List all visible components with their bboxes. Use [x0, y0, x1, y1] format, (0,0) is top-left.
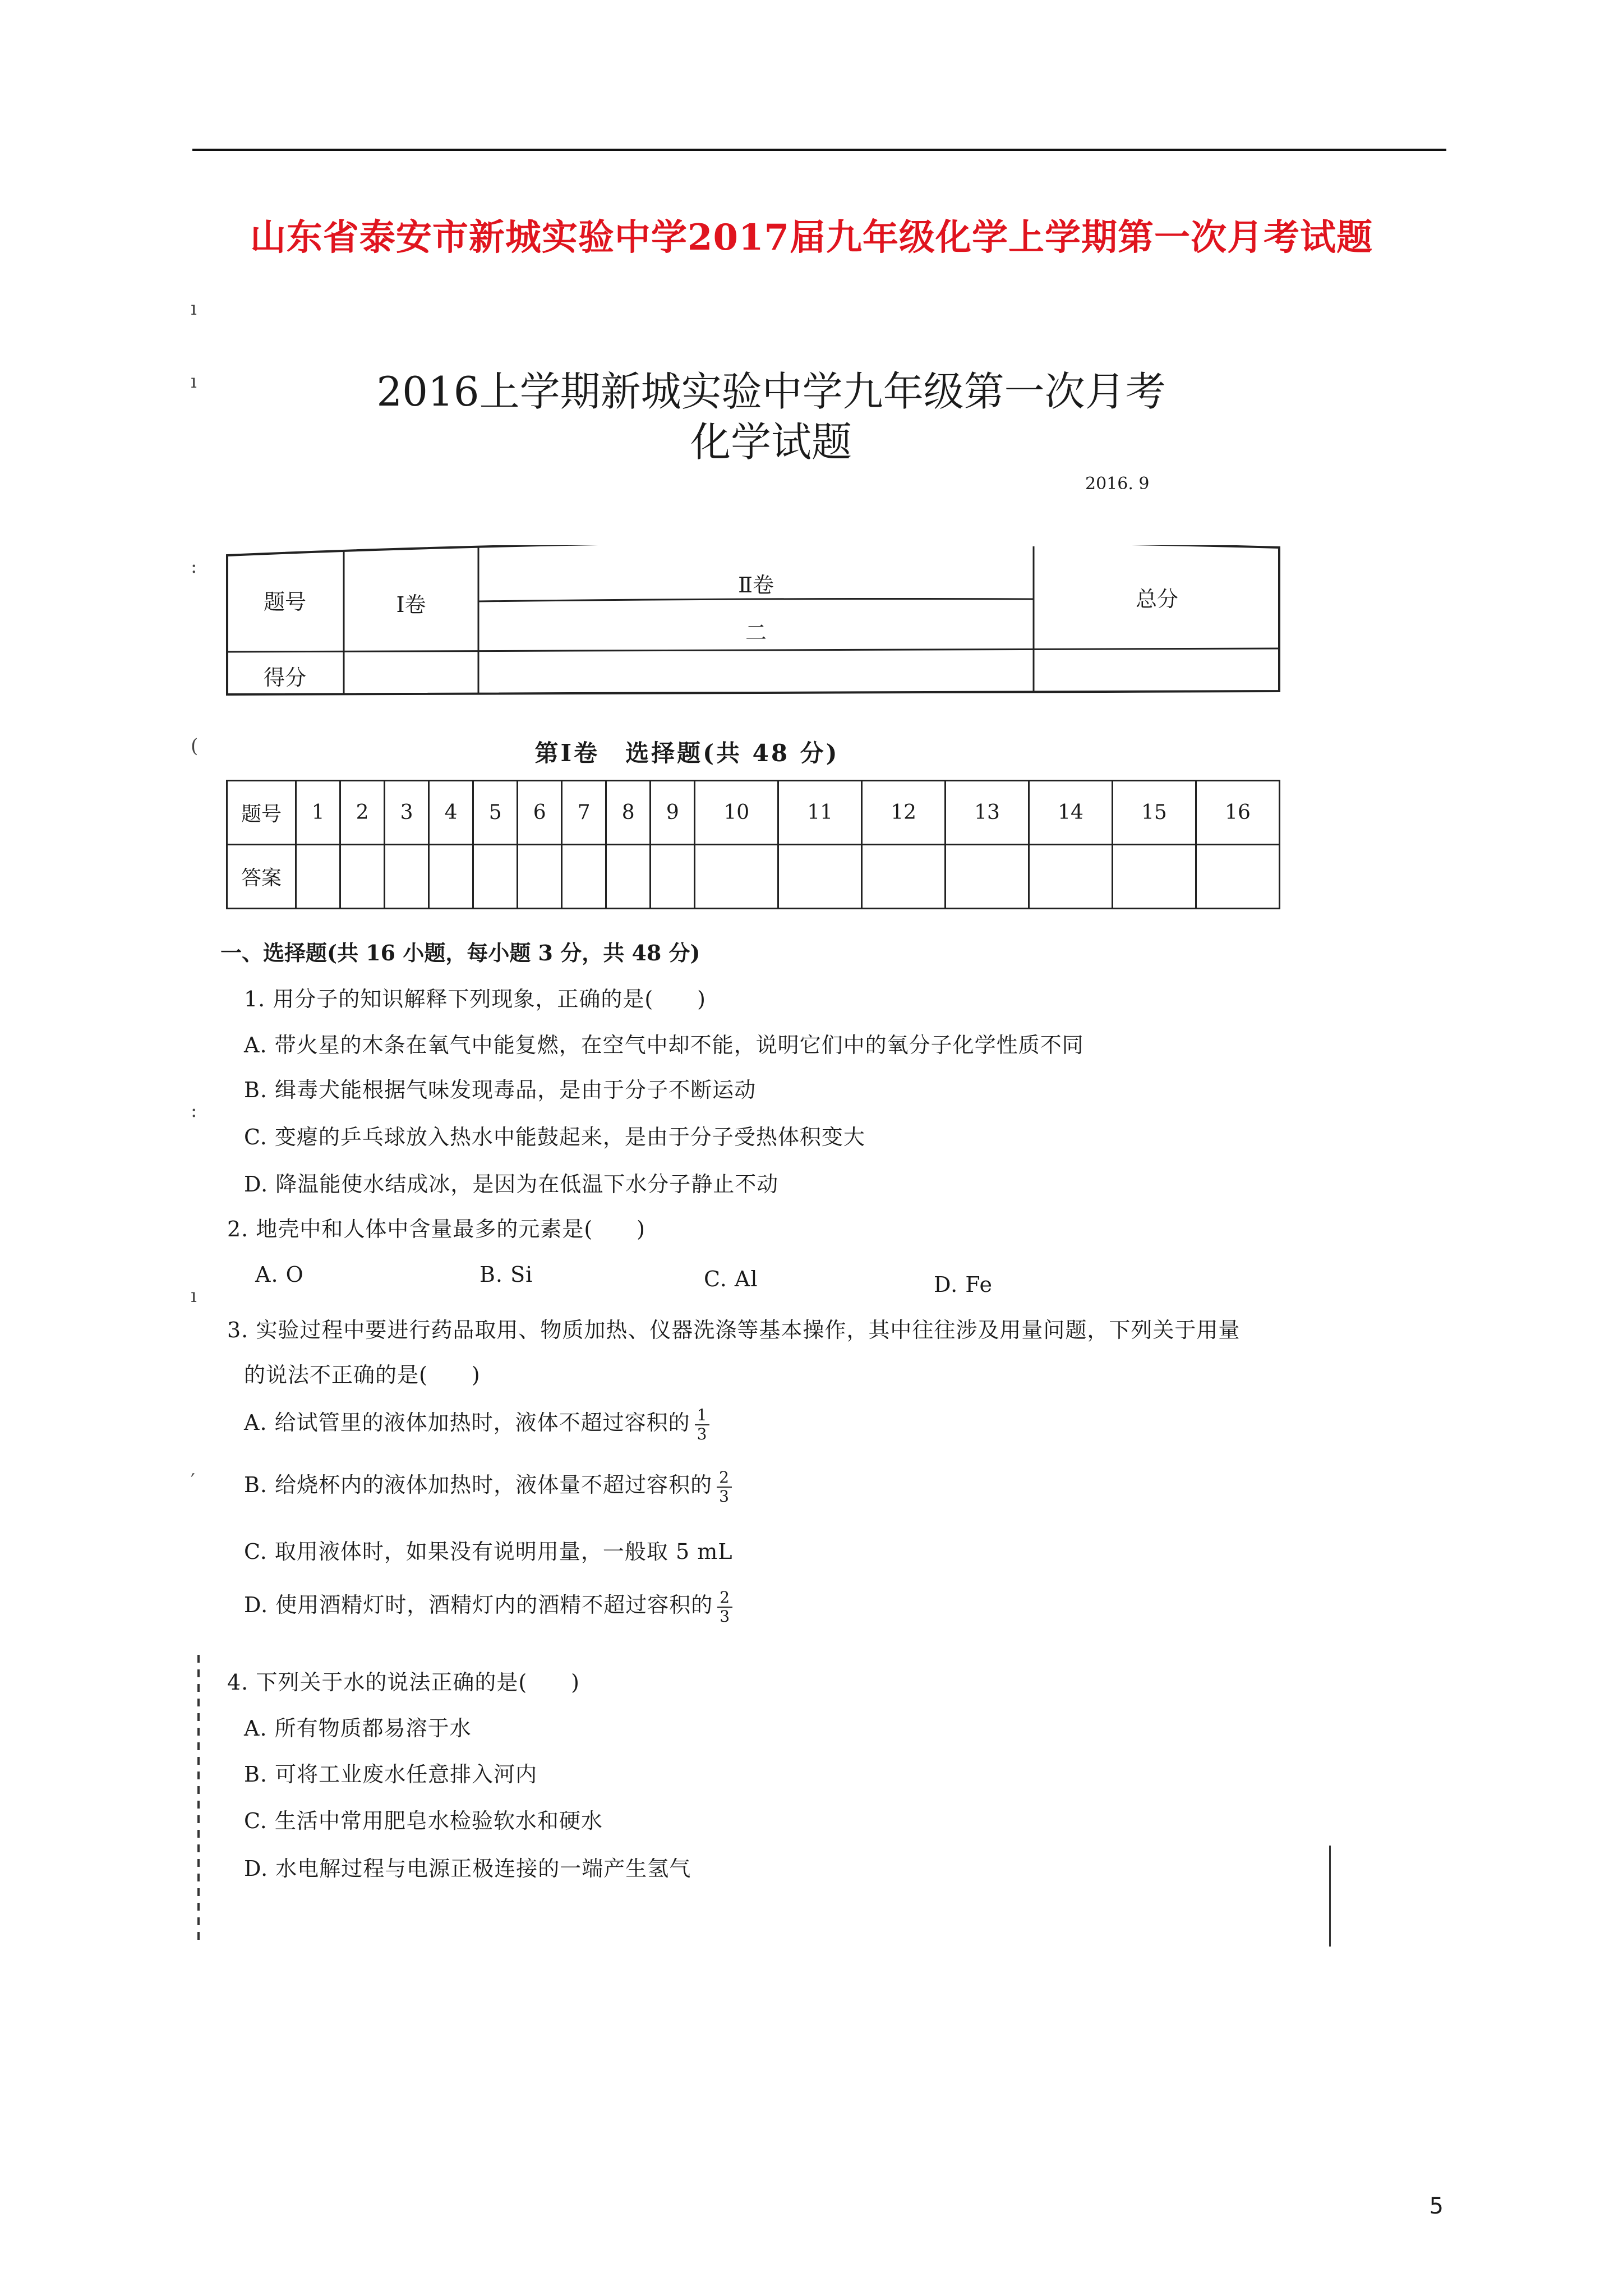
margin-mark: ı: [191, 370, 197, 393]
grid-number: 11: [778, 781, 862, 845]
fraction-denominator: 3: [697, 1424, 708, 1443]
question-option: B. 可将工业废水任意排入河内: [244, 1762, 538, 1787]
answer-cell: [296, 845, 340, 909]
answer-cell: [562, 845, 606, 909]
score-row-label: 题号: [263, 590, 306, 614]
margin-mark: :: [191, 1099, 197, 1122]
document-title: 山东省泰安市新城实验中学2017届九年级化学上学期第一次月考试题: [250, 217, 1373, 259]
question-stem: 3. 实验过程中要进行药品取用、物质加热、仪器洗涤等基本操作，其中往往涉及用量问题，下列关于用量: [227, 1318, 1241, 1342]
margin-mark: (: [191, 735, 199, 757]
question-option: A. 带火星的木条在氧气中能复燃，在空气中却不能，说明它们中的氧分子化学性质不同: [244, 1033, 1084, 1057]
exam-title: 2016上学期新城实验中学九年级第一次月考: [376, 368, 1166, 415]
grid-number: 5: [473, 781, 518, 845]
question-option: C. Al: [704, 1267, 758, 1291]
fraction-numerator: 2: [717, 1589, 732, 1608]
grid-number: 16: [1196, 781, 1279, 845]
margin-mark: ı: [191, 1285, 197, 1307]
question-stem: 4. 下列关于水的说法正确的是( ): [227, 1670, 580, 1695]
fraction: [695, 1406, 710, 1443]
margin-mark: :: [191, 555, 197, 578]
scanned-exam-page: [188, 303, 1388, 1952]
grid-number: 3: [385, 781, 429, 845]
question-option: C. 取用液体时，如果没有说明用量，一般取 5 mL: [244, 1539, 733, 1564]
answer-cell: [429, 845, 473, 909]
margin-mark: ı: [191, 297, 197, 320]
fraction: [717, 1469, 732, 1506]
answer-grid-answer-row: [227, 845, 1280, 909]
fraction: [717, 1589, 732, 1626]
header-rule: [192, 149, 1446, 151]
grid-row-label: 题号: [227, 781, 296, 845]
question-option: B. Si: [479, 1262, 533, 1287]
question-option: D. 降温能使水结成冰，是因为在低温下水分子静止不动: [244, 1172, 779, 1197]
question-option: C. 生活中常用肥皂水检验软水和硬水: [244, 1809, 603, 1833]
question-option: A. O: [255, 1262, 304, 1287]
grid-row-label: 答案: [227, 845, 296, 909]
question-option: B. 缉毒犬能根据气味发现毒品，是由于分子不断运动: [244, 1078, 757, 1102]
grid-number: 14: [1029, 781, 1113, 845]
grid-number: 6: [518, 781, 562, 845]
answer-cell: [606, 845, 651, 909]
question-option: [244, 1405, 709, 1443]
question-option: D. Fe: [934, 1272, 993, 1297]
score-col-total: 总分: [1135, 587, 1178, 611]
score-table: [226, 545, 1280, 696]
question-option: [244, 1588, 732, 1626]
grid-number: 9: [651, 781, 695, 845]
answer-cell: [778, 845, 862, 909]
grid-number: 15: [1112, 781, 1196, 845]
fraction-denominator: 3: [720, 1607, 731, 1626]
grid-number: 7: [562, 781, 606, 845]
grid-number: 13: [946, 781, 1029, 845]
question-stem-continued: 的说法不正确的是( ): [244, 1363, 481, 1387]
grid-number: 4: [429, 781, 473, 845]
question-stem: 2. 地壳中和人体中含量最多的元素是( ): [227, 1217, 645, 1241]
answer-cell: [862, 845, 946, 909]
score-col-part1: Ⅰ卷: [396, 592, 426, 617]
option-text: B. 给烧杯内的液体加热时，液体量不超过容积的: [244, 1473, 713, 1497]
answer-cell: [1029, 845, 1113, 909]
section-title: 第Ⅰ卷 选择题(共 48 分): [534, 739, 840, 767]
option-text: A. 给试管里的液体加热时，液体不超过容积的: [244, 1410, 690, 1435]
option-text: D. 使用酒精灯时，酒精灯内的酒精不超过容积的: [244, 1593, 713, 1617]
answer-cell: [385, 845, 429, 909]
score-col-part2: Ⅱ卷: [738, 573, 774, 597]
score-row-label: 得分: [263, 665, 306, 690]
question-option: [244, 1467, 732, 1506]
question-stem: 1. 用分子的知识解释下列现象，正确的是( ): [244, 987, 706, 1011]
part-title: 一、选择题(共 16 小题，每小题 3 分，共 48 分): [220, 940, 700, 965]
exam-date: 2016. 9: [1085, 474, 1150, 494]
answer-cell: [695, 845, 778, 909]
question-option: A. 所有物质都易溶于水: [244, 1716, 472, 1741]
answer-grid-number-row: [227, 781, 1280, 845]
fraction-numerator: 1: [695, 1406, 710, 1425]
answer-cell: [651, 845, 695, 909]
answer-grid: [226, 780, 1280, 909]
answer-cell: [518, 845, 562, 909]
grid-number: 1: [296, 781, 340, 845]
grid-number: 2: [340, 781, 385, 845]
answer-cell: [946, 845, 1029, 909]
question-option: C. 变瘪的乒乓球放入热水中能鼓起来，是由于分子受热体积变大: [244, 1125, 865, 1149]
grid-number: 12: [862, 781, 946, 845]
margin-mark: ′: [191, 1470, 195, 1492]
question-option: D. 水电解过程与电源正极连接的一端产生氢气: [244, 1856, 691, 1881]
score-col-part2-sub: 二: [745, 620, 767, 645]
page-number: 5: [1429, 2193, 1444, 2219]
exam-subtitle: 化学试题: [690, 418, 852, 466]
answer-cell: [473, 845, 518, 909]
answer-cell: [1196, 845, 1279, 909]
fraction-denominator: 3: [719, 1487, 730, 1506]
answer-cell: [340, 845, 385, 909]
fraction-numerator: 2: [717, 1469, 732, 1488]
grid-number: 8: [606, 781, 651, 845]
grid-number: 10: [695, 781, 778, 845]
answer-cell: [1112, 845, 1196, 909]
